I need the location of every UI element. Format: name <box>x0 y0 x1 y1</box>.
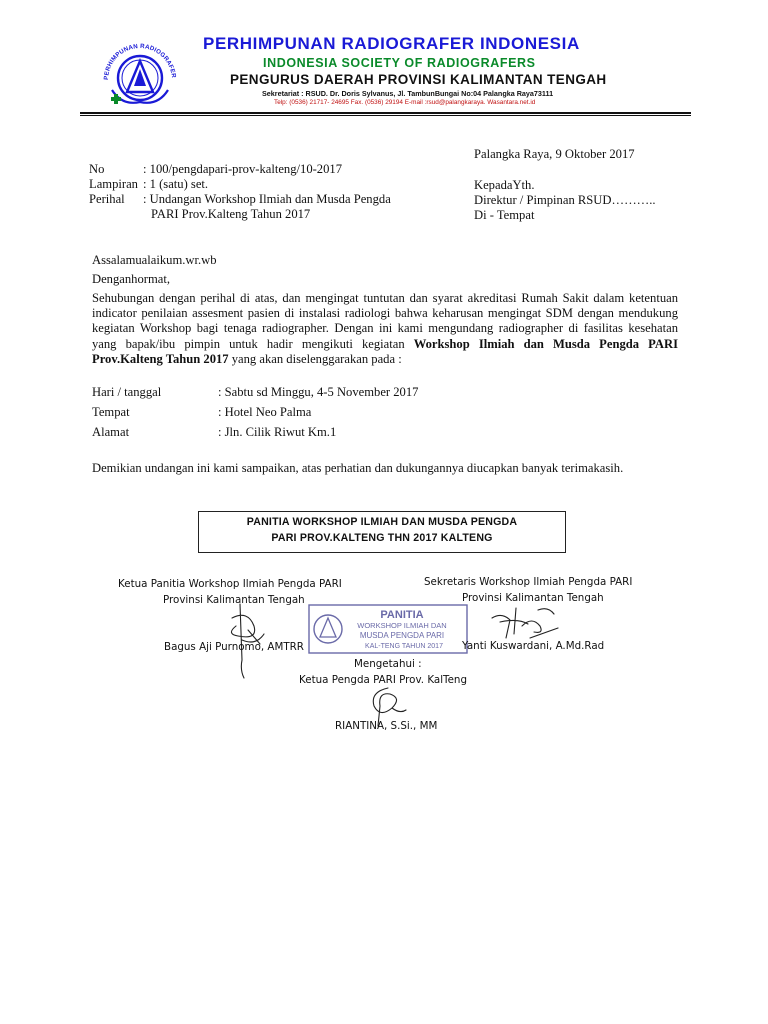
right-signature-scribble <box>488 598 562 646</box>
salutation: Denganhormat, <box>92 272 170 286</box>
stamp-line-1: PANITIA <box>380 609 424 621</box>
left-signatory-province: Provinsi Kalimantan Tengah <box>163 594 305 606</box>
body-text-part-1: Sehubungan dengan perihal di atas, dan mengingat tuntutan dan syarat akreditasi Rumah Sakit dalam ketentuan indicator penilaian assesment pasien di instalasi radiologi bahwa keharusan mengingat SDM dengan mendukung kegiatan Workshop bagi tenaga radiographer. Dengan ini kami mengundang radiographer di fasilitas kesehatan yang bapak/ibu pimpin untuk hadir mengikuti kegiatan <box>92 291 678 351</box>
left-signature-scribble <box>218 600 278 680</box>
event-day-label: Hari / tanggal <box>92 385 162 399</box>
stamp-line-2: WORKSHOP ILMIAH DAN <box>357 621 447 630</box>
logo-ring-text: PERHIMPUNAN RADIOGRAFER <box>102 42 177 81</box>
event-address-value: : Jln. Cilik Riwut Km.1 <box>218 425 337 439</box>
contact-info: Telp: (0536) 21717- 24695 Fax. (0536) 29194 E-mail :rsud@palangkaraya. Wasantara.net.id <box>274 99 536 106</box>
letter-body-paragraph <box>92 291 678 367</box>
event-venue-label: Tempat <box>92 405 130 419</box>
recipient-salutation: KepadaYth. <box>474 178 535 192</box>
regional-board-title: PENGURUS DAERAH PROVINSI KALIMANTAN TENGAH <box>230 72 607 87</box>
attachment-value: : 1 (satu) set. <box>143 177 209 191</box>
right-signatory-name: Yanti Kuswardani, A.Md.Rad <box>462 640 605 652</box>
stamp-line-3: MUSDA PENGDA PARI <box>359 631 445 640</box>
event-venue-value: : Hotel Neo Palma <box>218 405 312 419</box>
left-signatory-name: Bagus Aji Purnomo, AMTRR <box>164 641 304 653</box>
opening-greeting: Assalamualaikum.wr.wb <box>92 253 217 267</box>
number-label: No <box>89 162 105 176</box>
organization-logo <box>92 34 188 114</box>
body-text-part-2: yang akan diselenggarakan pada : <box>231 351 402 366</box>
event-address-label: Alamat <box>92 425 130 439</box>
attachment-label: Lampiran <box>89 177 138 191</box>
number-value: : 100/pengdapari-prov-kalteng/10-2017 <box>143 162 342 176</box>
subject-value: : Undangan Workshop Ilmiah dan Musda Pengda <box>143 192 391 206</box>
right-signatory-title: Sekretaris Workshop Ilmiah Pengda PARI <box>424 576 633 588</box>
event-name-bold: Workshop Ilmiah dan Musda Pengda PARI Prov.Kalteng Tahun 2017 <box>92 336 678 366</box>
subject-label: Perihal <box>89 192 125 206</box>
committee-stamp <box>308 604 468 654</box>
right-signatory-province: Provinsi Kalimantan Tengah <box>462 592 604 604</box>
left-signatory-title: Ketua Panitia Workshop Ilmiah Pengda PARI <box>118 578 342 590</box>
committee-box-line-2: PARI PROV.KALTENG THN 2017 KALTENG <box>271 532 493 544</box>
organization-name: PERHIMPUNAN RADIOGRAFER INDONESIA <box>203 34 580 53</box>
closing-sentence: Demikian undangan ini kami sampaikan, atas perhatian dan dukungannya diucapkan banyak terimakasih. <box>92 461 624 475</box>
letterhead-divider-thin <box>80 115 691 116</box>
committee-box-line-1: PANITIA WORKSHOP ILMIAH DAN MUSDA PENGDA <box>246 516 518 528</box>
recipient-name: Direktur / Pimpinan RSUD……….. <box>474 193 656 207</box>
secretariat-address: Sekretariat : RSUD. Dr. Doris Sylvanus, Jl. TambunBungai No:04 Palangka Raya73111 <box>262 89 554 98</box>
recipient-location: Di - Tempat <box>474 208 535 222</box>
chair-title: Ketua Pengda PARI Prov. KalTeng <box>299 674 467 686</box>
organization-name-english: INDONESIA SOCIETY OF RADIOGRAFERS <box>263 56 536 70</box>
event-day-value: : Sabtu sd Minggu, 4-5 November 2017 <box>218 385 419 399</box>
acknowledgement-label: Mengetahui : <box>354 658 422 670</box>
chair-name: RIANTINA, S.Si., MM <box>335 720 438 732</box>
stamp-line-4: KAL-TENG TAHUN 2017 <box>365 643 443 650</box>
subject-value-continued: PARI Prov.Kalteng Tahun 2017 <box>151 207 311 221</box>
letterhead-divider <box>80 112 691 114</box>
place-and-date: Palangka Raya, 9 Oktober 2017 <box>474 147 635 161</box>
